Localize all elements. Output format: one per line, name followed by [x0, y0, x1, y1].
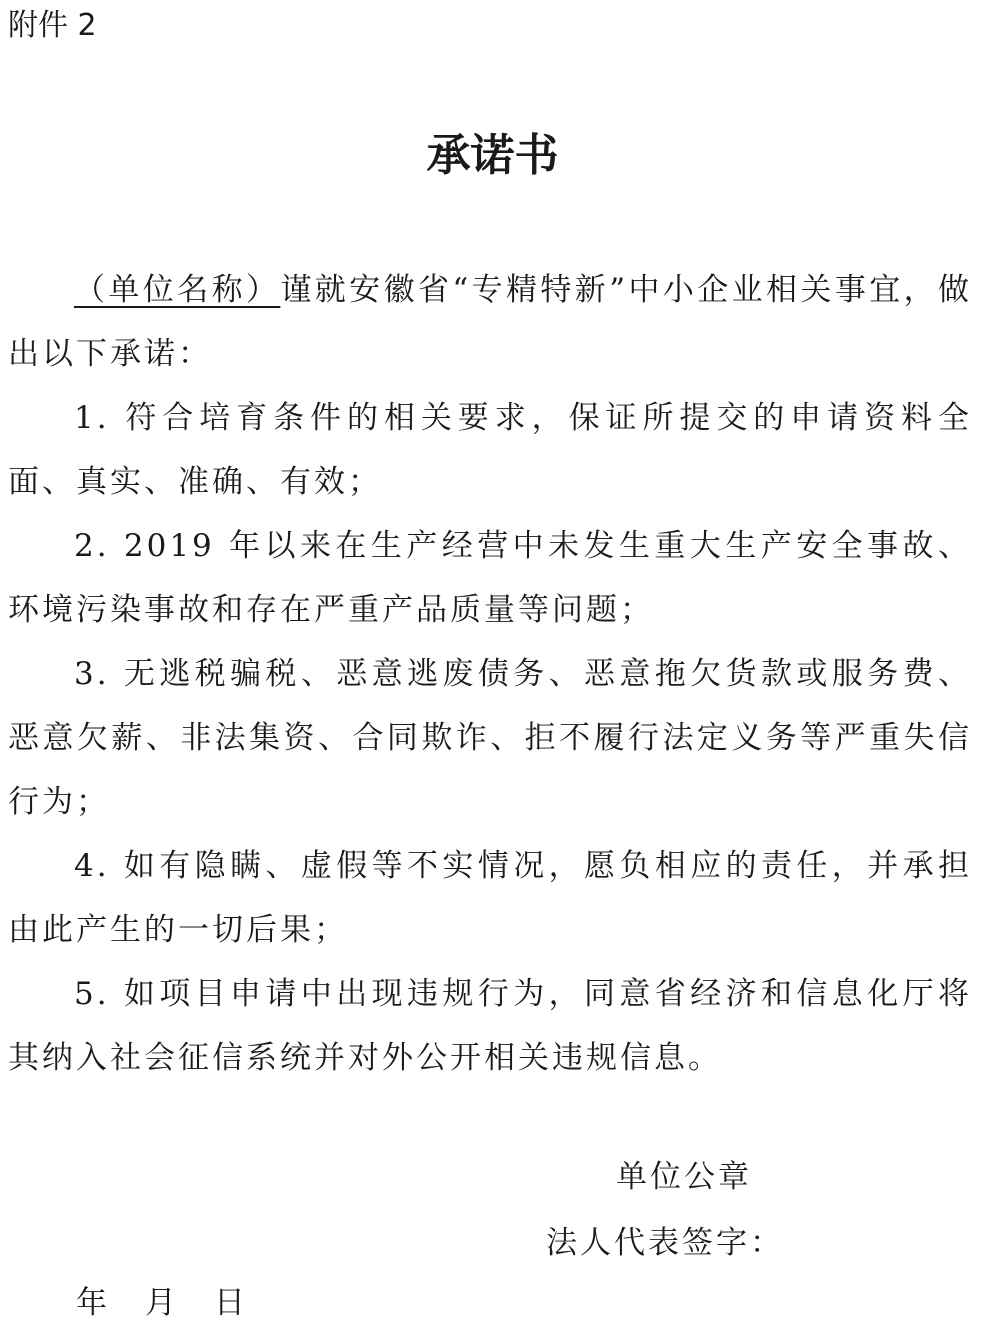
date-year: 年: [76, 1285, 107, 1321]
commitment-item-1: 1. 符合培育条件的相关要求，保证所提交的申请资料全面、真实、准确、有效；: [8, 400, 972, 500]
unit-name-placeholder: （单位名称）: [74, 272, 281, 308]
date-line: [76, 1278, 245, 1328]
commitment-item-4: 4. 如有隐瞒、虚假等不实情况，愿负相应的责任，并承担由此产生的一切后果；: [8, 848, 972, 948]
date-month: 月: [145, 1285, 176, 1321]
intro-text: 谨就安徽省“专精特新”中小企业相关事宜，做出以下承诺：: [8, 272, 973, 372]
commitment-body: [8, 258, 972, 1090]
seal-label: 单位公章: [616, 1159, 752, 1195]
intro-paragraph: [8, 258, 972, 386]
commitment-item-2: 2. 2019 年以来在生产经营中未发生重大生产安全事故、环境污染事故和存在严重产品质量等问题；: [8, 528, 972, 628]
commitment-item-5: 5. 如项目申请中出现违规行为，同意省经济和信息化厅将其纳入社会征信系统并对外公开相关违规信息。: [8, 976, 972, 1076]
signature-label: 法人代表签字：: [546, 1225, 784, 1261]
date-day: 日: [214, 1285, 245, 1321]
attachment-label: 附件 2: [8, 8, 97, 43]
commitment-item-3: 3. 无逃税骗税、恶意逃废债务、恶意拖欠货款或服务费、恶意欠薪、非法集资、合同欺诈、拒不履行法定义务等严重失信行为；: [8, 656, 972, 820]
document-title: 承诺书: [426, 130, 559, 181]
